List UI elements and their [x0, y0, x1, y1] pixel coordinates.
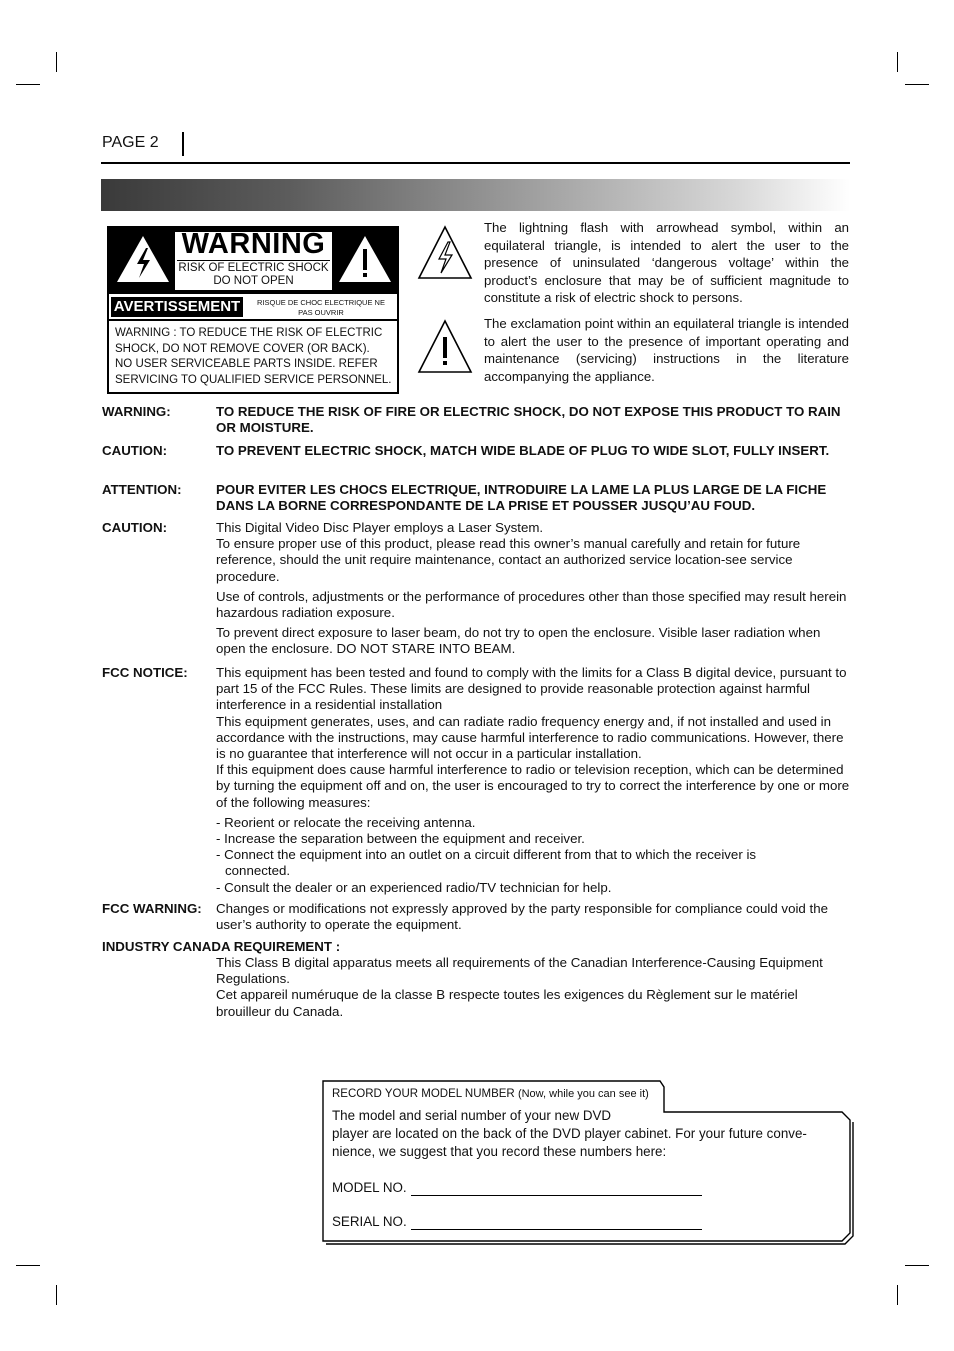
fcc-warning-label: FCC WARNING:: [102, 901, 202, 916]
model-number-label: MODEL NO.: [332, 1180, 407, 1195]
fcc-measures-list: [216, 815, 850, 896]
record-box-tab-title: RECORD YOUR MODEL NUMBER: [332, 1088, 515, 1100]
fcc-notice-paragraph: If this equipment does cause harmful interference to radio or television reception, which can be determined by turning the equipment off and on, the user is encouraged to try to correct the interference by one or more of the following measures:: [216, 762, 850, 810]
fcc-notice-label: FCC NOTICE:: [102, 665, 188, 680]
record-box-tab: [332, 1085, 649, 1103]
warning-body-line: SHOCK, DO NOT REMOVE COVER (OR BACK).: [115, 342, 370, 355]
industry-canada-label: INDUSTRY CANADA REQUIREMENT :: [102, 939, 341, 954]
page-label-separator: [182, 132, 184, 156]
list-item: - Connect the equipment into an outlet on a circuit different from that to which the receiver is: [216, 847, 757, 863]
lightning-explanation: The lightning flash with arrowhead symbol, within an equilateral triangle, is intended to alert the user to the presence of uninsulated ‘dangerous voltage’ within the product’s enclosure that may be of sufficient magnitude to constitute a risk of electric shock to persons.: [484, 220, 849, 305]
caution-notice-label: CAUTION:: [102, 443, 167, 458]
lightning-icon: [115, 233, 171, 285]
record-box-line: The model and serial number of your new DVD: [332, 1108, 612, 1123]
crop-mark: [16, 1265, 40, 1266]
warning-subtitle-line: DO NOT OPEN: [213, 275, 294, 287]
warning-subtitle: [175, 262, 332, 288]
crop-mark: [897, 52, 898, 72]
section-band: [101, 179, 850, 211]
record-box-tab-note: (Now, while you can see it): [517, 1088, 649, 1100]
warning-notice-text: TO REDUCE THE RISK OF FIRE OR ELECTRIC SHOCK, DO NOT EXPOSE THIS PRODUCT TO RAIN OR MOISTURE.: [216, 404, 841, 436]
warning-body-line: SERVICING TO QUALIFIED SERVICE PERSONNEL.: [115, 373, 392, 386]
crop-mark: [56, 52, 57, 72]
record-box-line: player are located on the back of the DVD player cabinet. For your future conve-: [332, 1126, 807, 1141]
warning-label-divider: [109, 319, 397, 321]
serial-number-label: SERIAL NO.: [332, 1214, 407, 1229]
industry-canada-paragraph: Cet appareil numéruque de la classe B respecte toutes les exigences du Règlement sur le matériel brouilleur du Canada.: [216, 987, 798, 1019]
record-box-line: nience, we suggest that you record these numbers here:: [332, 1144, 667, 1159]
crop-mark: [905, 1265, 929, 1266]
warning-body-line: NO USER SERVICEABLE PARTS INSIDE. REFER: [115, 358, 378, 370]
warning-label-body: [115, 326, 395, 388]
laser-caution-text: [216, 520, 850, 658]
model-number-field[interactable]: [411, 1195, 702, 1196]
serial-number-field[interactable]: [411, 1229, 702, 1230]
caution-notice-text: TO PREVENT ELECTRIC SHOCK, MATCH WIDE BLADE OF PLUG TO WIDE SLOT, FULLY INSERT.: [216, 443, 830, 458]
warning-title-divider: [177, 260, 330, 261]
laser-caution-paragraph: To ensure proper use of this product, please read this owner’s manual carefully and retain for future reference, should the unit require maintenance, contact an authorized service location-see service procedure.: [216, 536, 801, 584]
attention-notice-label: ATTENTION:: [102, 482, 182, 497]
fcc-notice-paragraph: This equipment has been tested and found to comply with the limits for a Class B digital device, pursuant to part 15 of the FCC Rules. These limits are designed to provide reasonable protection against harmful interference in a residential installation: [216, 665, 847, 713]
list-item: - Reorient or relocate the receiving antenna.: [216, 814, 476, 830]
list-item: - Consult the dealer or an experienced radio/TV technician for help.: [216, 879, 612, 895]
lightning-triangle-icon: [416, 224, 474, 282]
avertissement-text: AVERTISSEMENT: [113, 298, 241, 315]
fcc-warning-text: Changes or modifications not expressly approved by the party responsible for compliance could void the user’s authority to operate the equipment.: [216, 901, 828, 933]
risque-line: PAS OUVRIR: [298, 308, 344, 317]
warning-body-line: WARNING : TO REDUCE THE RISK OF ELECTRIC: [115, 327, 383, 339]
fcc-notice-text: [216, 665, 850, 896]
warning-notice-label: WARNING:: [102, 404, 171, 419]
crop-mark: [56, 1285, 57, 1305]
risque-text: [250, 298, 392, 318]
list-item: - Increase the separation between the equipment and receiver.: [216, 831, 585, 847]
exclamation-icon: [337, 233, 393, 285]
laser-caution-label: CAUTION:: [102, 520, 167, 535]
exclamation-triangle-icon: [416, 318, 474, 376]
fcc-notice-paragraph: This equipment generates, uses, and can radiate radio frequency energy and, if not installed and used in accordance with the instructions, may cause harmful interference to radio communications. However, there is no guarantee that interference will not occur in a particular installation.: [216, 713, 844, 762]
crop-mark: [897, 1285, 898, 1305]
list-item: connected.: [225, 863, 291, 879]
header-rule: [101, 162, 850, 164]
industry-canada-paragraph: This Class B digital apparatus meets all requirements of the Canadian Interference-Causing Equipment Regulations.: [216, 955, 823, 987]
page-label: PAGE 2: [102, 134, 159, 151]
warning-subtitle-line: RISK OF ELECTRIC SHOCK: [178, 262, 329, 274]
exclamation-explanation: The exclamation point within an equilateral triangle is intended to alert the user to the presence of important operating and maintenance (servicing) instructions in the literature accompanying the appliance.: [484, 316, 849, 384]
crop-mark: [16, 84, 40, 85]
warning-title: WARNING: [181, 228, 326, 260]
industry-canada-text: [216, 955, 850, 1020]
crop-mark: [905, 84, 929, 85]
laser-caution-paragraph: This Digital Video Disc Player employs a Laser System.: [216, 520, 544, 535]
risque-line: RISQUE DE CHOC ELECTRIQUE NE: [257, 298, 385, 307]
attention-notice-text: POUR EVITER LES CHOCS ELECTRIQUE, INTRODUIRE LA LAME LA PLUS LARGE DE LA FICHE DANS LA BORNE CORRESPONDANTE DE LA PRISE ET POUSSER JUSQU’AU FOUD.: [216, 482, 827, 514]
laser-caution-paragraph: To prevent direct exposure to laser beam, do not try to open the enclosure. Visible laser radiation when open the enclosure. DO NOT STARE INTO BEAM.: [216, 625, 821, 657]
laser-caution-paragraph: Use of controls, adjustments or the performance of procedures other than those specified may result herein hazardous radiation exposure.: [216, 588, 847, 621]
